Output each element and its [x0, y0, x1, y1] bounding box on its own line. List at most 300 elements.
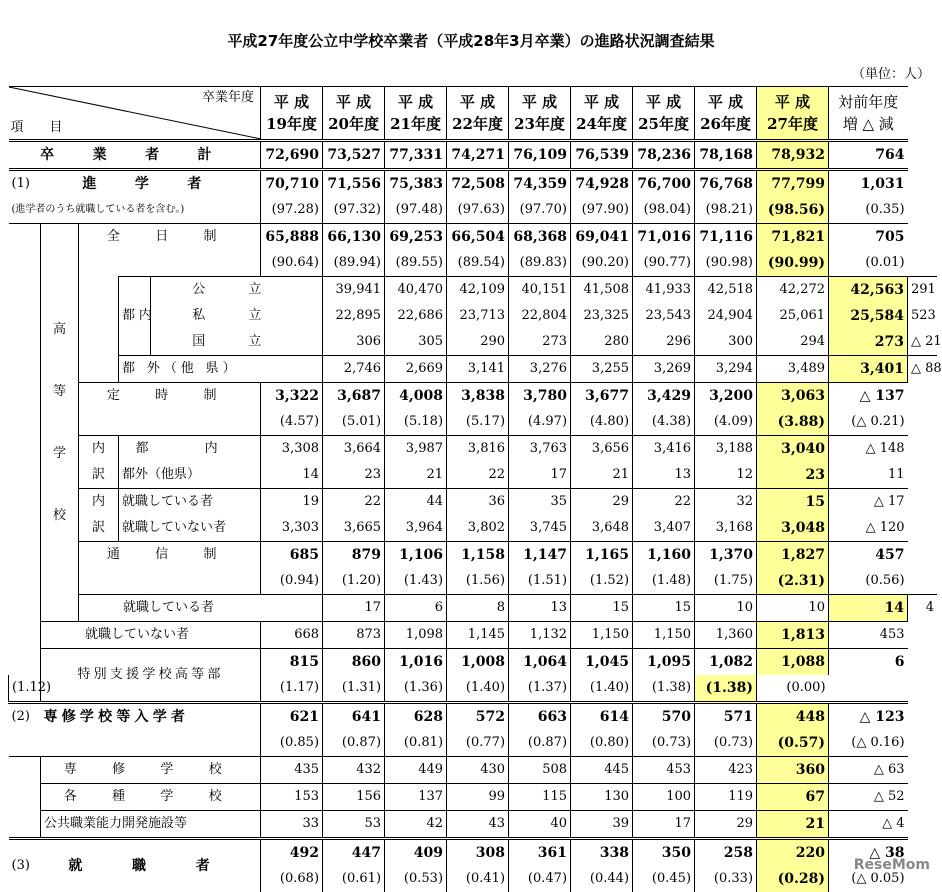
- year-header-line2: 27年度: [767, 115, 818, 133]
- teiji_shushoku-value-4: 35: [509, 489, 571, 516]
- tsushin-value-1: 879: [323, 542, 385, 569]
- tsushin-label: 通 信 制: [79, 542, 261, 569]
- tokubetsu-value-2: 1,016: [385, 649, 447, 676]
- tsushin_pct-value-0: (0.94): [261, 568, 323, 595]
- kakushu_gakko-value-7: 119: [695, 784, 757, 811]
- shingaku_pct-value-0: (97.28): [261, 197, 323, 224]
- senshu-value-3: 572: [447, 703, 509, 731]
- teiji_pct-value-2: (5.18): [385, 409, 447, 436]
- shingaku-pct-row: [9, 197, 938, 224]
- kokuritsu-value-4: 280: [571, 329, 633, 356]
- togai-value-1: 2,669: [385, 356, 447, 383]
- high-school-char: 学: [44, 441, 75, 467]
- year-header-0: [261, 87, 323, 141]
- teiji_pct-value-0: (4.57): [261, 409, 323, 436]
- tsushin_shushoku-value-1: 6: [385, 595, 447, 622]
- shiritsu-value-7: 25,061: [757, 303, 829, 329]
- year-header-line2: 20年度: [328, 115, 379, 133]
- kokuritsu-label: 国 立: [151, 329, 323, 356]
- kakushu_gakko-value-2: 137: [385, 784, 447, 811]
- tsushin-value-7: 1,370: [695, 542, 757, 569]
- teiji-value-1: 3,687: [323, 383, 385, 410]
- kokyo-value-6: 17: [633, 811, 695, 839]
- kokuritsu-value-5: 296: [633, 329, 695, 356]
- teiji-tonai-row: [9, 436, 938, 463]
- zennichi-value-4: 68,368: [509, 224, 571, 251]
- shiritsu-value-5: 23,543: [633, 303, 695, 329]
- year-header-line2: 25年度: [638, 115, 689, 133]
- togai-value-5: 3,269: [633, 356, 695, 383]
- tonai-label: 都内: [119, 277, 151, 356]
- total-value-5: 76,539: [571, 141, 633, 170]
- senshu_gakko-value-6: 453: [633, 757, 695, 784]
- year-header-line1: 平 成: [460, 93, 495, 111]
- shiritsu-value-4: 23,325: [571, 303, 633, 329]
- year-header-line1: 平 成: [775, 93, 810, 111]
- teiji-value-6: 3,429: [633, 383, 695, 410]
- shingaku-value-0: 70,710: [261, 170, 323, 198]
- teiji_shushoku-value-6: 22: [633, 489, 695, 516]
- tsushin-value-5: 1,165: [571, 542, 633, 569]
- total-value-2: 77,331: [385, 141, 447, 170]
- tsushin-row: [9, 542, 938, 569]
- teiji_mishushoku-value-1: 3,665: [323, 515, 385, 542]
- senshu_gakko-value-3: 430: [447, 757, 509, 784]
- zennichi_pct-value-8: (90.99): [757, 250, 829, 277]
- teiji_tonai-value-2: 3,987: [385, 436, 447, 463]
- uchiwake-char: 訳: [82, 515, 115, 541]
- tokubetsu-row: [9, 649, 938, 676]
- senshu_gakko-value-5: 445: [571, 757, 633, 784]
- senshu-value-7: 571: [695, 703, 757, 731]
- tsushin_mishushoku-value-4: 1,132: [509, 622, 571, 649]
- tokubetsu-value-7: 1,082: [695, 649, 757, 676]
- kokyo-row: [9, 811, 938, 839]
- kakushu_gakko-value-5: 130: [571, 784, 633, 811]
- tsushin-value-6: 1,160: [633, 542, 695, 569]
- year-header-line1: 平 成: [274, 93, 309, 111]
- zennichi_pct-value-3: (89.54): [447, 250, 509, 277]
- teiji_tonai-value-1: 3,664: [323, 436, 385, 463]
- teiji_shushoku-value-2: 44: [385, 489, 447, 516]
- zennichi_pct-value-4: (89.83): [509, 250, 571, 277]
- zennichi_pct-value-1: (89.94): [323, 250, 385, 277]
- teiji-pct-blank: [79, 409, 261, 436]
- year-label: 卒業年度: [202, 87, 254, 109]
- year-header-line2: 22年度: [452, 115, 503, 133]
- year-header-line2: 23年度: [514, 115, 565, 133]
- year-header-line2: 21年度: [390, 115, 441, 133]
- teiji_shushoku-value-7: 32: [695, 489, 757, 516]
- kokyo-value-9: △ 4: [829, 811, 908, 839]
- teiji_togai-value-8: 23: [757, 462, 829, 489]
- togai-value-4: 3,255: [571, 356, 633, 383]
- year-header-line2: 24年度: [576, 115, 627, 133]
- tsushin_pct-value-6: (1.48): [633, 568, 695, 595]
- year-header-line1: 平 成: [522, 93, 557, 111]
- shushoku-value-7: 258: [695, 839, 757, 867]
- koritsu-value-7: 42,272: [757, 277, 829, 304]
- togai-value-0: 2,746: [323, 356, 385, 383]
- tokubetsu_pct-value-7: (1.38): [633, 675, 695, 703]
- koritsu-label: 公 立: [151, 277, 323, 304]
- year-header-5: [571, 87, 633, 141]
- zennichi-pct-row: [9, 250, 938, 277]
- kokuritsu-value-2: 290: [447, 329, 509, 356]
- total-row: [9, 141, 938, 170]
- koritsu-value-5: 41,933: [633, 277, 695, 304]
- teiji-value-5: 3,677: [571, 383, 633, 410]
- tsushin_shushoku-value-3: 13: [509, 595, 571, 622]
- shushoku_pct-value-8: (0.28): [757, 866, 829, 892]
- kokuritsu-value-0: 306: [323, 329, 385, 356]
- shingaku-value-6: 76,700: [633, 170, 695, 198]
- senshu_pct-value-0: (0.85): [261, 730, 323, 757]
- senshu_gakko-value-0: 435: [261, 757, 323, 784]
- tokubetsu_pct-value-5: (1.37): [509, 675, 571, 703]
- shushoku-value-3: 308: [447, 839, 509, 867]
- kokyo-value-7: 29: [695, 811, 757, 839]
- shushoku-value-6: 350: [633, 839, 695, 867]
- zennichi-value-5: 69,041: [571, 224, 633, 251]
- kokyo-value-5: 39: [571, 811, 633, 839]
- shingaku_pct-value-9: (0.35): [829, 197, 908, 224]
- zennichi-value-0: 65,888: [261, 224, 323, 251]
- zennichi_pct-value-7: (90.98): [695, 250, 757, 277]
- kokuritsu-value-6: 300: [695, 329, 757, 356]
- teiji-shushoku-label: 就職している者: [119, 489, 261, 516]
- tsushin-shushoku-row: [9, 595, 938, 622]
- zennichi-value-7: 71,116: [695, 224, 757, 251]
- tsushin_shushoku-value-9: 4: [908, 595, 937, 622]
- teiji_mishushoku-value-2: 3,964: [385, 515, 447, 542]
- tokubetsu_pct-value-6: (1.40): [571, 675, 633, 703]
- senshu_gakko-value-9: △ 63: [829, 757, 908, 784]
- teiji_mishushoku-value-6: 3,407: [633, 515, 695, 542]
- teiji_shushoku-value-8: 15: [757, 489, 829, 516]
- kokyo-value-3: 43: [447, 811, 509, 839]
- shingaku_pct-value-8: (98.56): [757, 197, 829, 224]
- teiji_shushoku-value-5: 29: [571, 489, 633, 516]
- tokubetsu_pct-value-2: (1.31): [323, 675, 385, 703]
- tokubetsu-value-1: 860: [323, 649, 385, 676]
- diff-header-line1: 対前年度: [838, 93, 898, 111]
- zennichi_pct-value-0: (90.64): [261, 250, 323, 277]
- teiji-value-0: 3,322: [261, 383, 323, 410]
- tsushin-value-2: 1,106: [385, 542, 447, 569]
- shingaku_pct-value-4: (97.70): [509, 197, 571, 224]
- uchiwake-char: 内: [82, 436, 115, 462]
- zennichi-value-8: 71,821: [757, 224, 829, 251]
- teiji-label: 定 時 制: [79, 383, 261, 410]
- tsushin-value-9: 457: [829, 542, 908, 569]
- teiji_togai-value-5: 21: [571, 462, 633, 489]
- tsushin_pct-value-5: (1.52): [571, 568, 633, 595]
- year-header-line1: 平 成: [336, 93, 371, 111]
- shushoku-value-2: 409: [385, 839, 447, 867]
- tsushin-pct-row: [9, 568, 938, 595]
- tsushin_mishushoku-value-8: 1,813: [757, 622, 829, 649]
- shingaku-value-7: 76,768: [695, 170, 757, 198]
- teiji_shushoku-value-1: 22: [323, 489, 385, 516]
- tsushin-mishushoku-label: 就職していない者: [41, 622, 261, 649]
- teiji-mishushoku-row: [9, 515, 938, 542]
- shushoku-value-4: 361: [509, 839, 571, 867]
- senshu_pct-value-9: (△ 0.16): [829, 730, 908, 757]
- shingaku_pct-value-6: (98.04): [633, 197, 695, 224]
- zennichi_pct-value-2: (89.55): [385, 250, 447, 277]
- tsushin_shushoku-value-4: 15: [571, 595, 633, 622]
- tsushin-pct-blank: [79, 568, 261, 595]
- kakushu_gakko-value-8: 67: [757, 784, 829, 811]
- shushoku-value-9: △ 38: [829, 839, 908, 867]
- koritsu-value-6: 42,518: [695, 277, 757, 304]
- shingaku_pct-value-2: (97.48): [385, 197, 447, 224]
- high-school-char: 高: [44, 317, 75, 343]
- shingaku-value-3: 72,508: [447, 170, 509, 198]
- kokuritsu-value-7: 294: [757, 329, 829, 356]
- togai-label: 都 外（他 県）: [119, 356, 323, 383]
- total-value-9: 764: [829, 141, 908, 170]
- senshu_pct-value-4: (0.87): [509, 730, 571, 757]
- shingaku_pct-value-7: (98.21): [695, 197, 757, 224]
- teiji-shushoku-row: [9, 489, 938, 516]
- teiji_shushoku-value-9: △ 17: [829, 489, 908, 516]
- teiji_tonai-value-5: 3,656: [571, 436, 633, 463]
- tsushin-value-3: 1,158: [447, 542, 509, 569]
- shingaku_pct-value-3: (97.63): [447, 197, 509, 224]
- tsushin_pct-value-3: (1.56): [447, 568, 509, 595]
- teiji-value-9: △ 137: [829, 383, 908, 410]
- teiji_tonai-value-8: 3,040: [757, 436, 829, 463]
- teiji_tonai-value-3: 3,816: [447, 436, 509, 463]
- senshu_gakko-value-4: 508: [509, 757, 571, 784]
- kakushu-gakko-label: 各 種 学 校: [41, 784, 261, 811]
- senshu_pct-value-6: (0.73): [633, 730, 695, 757]
- year-header-1: [323, 87, 385, 141]
- senshu-gakko-label: 専 修 学 校: [41, 757, 261, 784]
- teiji_pct-value-5: (4.80): [571, 409, 633, 436]
- tsushin_shushoku-value-2: 8: [447, 595, 509, 622]
- senshu-gakko-row: [9, 757, 938, 784]
- tsushin_mishushoku-value-2: 1,098: [385, 622, 447, 649]
- kokuritsu-value-3: 273: [509, 329, 571, 356]
- tokubetsu_pct-value-4: (1.40): [447, 675, 509, 703]
- total-value-1: 73,527: [323, 141, 385, 170]
- uchiwake-label-1: [79, 436, 119, 489]
- kakushu_gakko-value-6: 100: [633, 784, 695, 811]
- total-value-0: 72,690: [261, 141, 323, 170]
- koritsu-row: [9, 277, 938, 304]
- uchiwake-char: 内: [82, 489, 115, 515]
- senshu-value-4: 663: [509, 703, 571, 731]
- kokyo-value-2: 42: [385, 811, 447, 839]
- shiritsu-value-0: 22,895: [323, 303, 385, 329]
- tsushin_mishushoku-value-7: 1,360: [695, 622, 757, 649]
- tsushin_shushoku-value-7: 10: [757, 595, 829, 622]
- tsushin_mishushoku-value-3: 1,145: [447, 622, 509, 649]
- high-school-char: 校: [44, 503, 75, 529]
- year-header-line1: 平 成: [398, 93, 433, 111]
- zennichi-indent: [79, 277, 119, 383]
- kokuritsu-value-1: 305: [385, 329, 447, 356]
- zennichi-value-3: 66,504: [447, 224, 509, 251]
- year-header-line1: 平 成: [708, 93, 743, 111]
- koritsu-value-4: 41,508: [571, 277, 633, 304]
- shingaku-num: (1): [9, 170, 41, 198]
- watermark-logo: ReseMom: [854, 857, 930, 873]
- teiji_togai-value-0: 14: [261, 462, 323, 489]
- teiji_pct-value-4: (4.97): [509, 409, 571, 436]
- koritsu-value-1: 40,470: [385, 277, 447, 304]
- tsushin_shushoku-value-5: 15: [633, 595, 695, 622]
- koritsu-value-3: 40,151: [509, 277, 571, 304]
- zennichi-label: 全 日 制: [79, 224, 261, 251]
- uchiwake-label-2: [79, 489, 119, 542]
- zennichi_pct-value-6: (90.77): [633, 250, 695, 277]
- kokyo-value-8: 21: [757, 811, 829, 839]
- teiji_tonai-value-6: 3,416: [633, 436, 695, 463]
- kokyo-value-1: 53: [323, 811, 385, 839]
- teiji_shushoku-value-0: 19: [261, 489, 323, 516]
- koritsu-value-2: 42,109: [447, 277, 509, 304]
- teiji_mishushoku-value-8: 3,048: [757, 515, 829, 542]
- teiji_togai-value-9: 11: [829, 462, 908, 489]
- senshu_gakko-value-2: 449: [385, 757, 447, 784]
- teiji-value-8: 3,063: [757, 383, 829, 410]
- teiji-value-4: 3,780: [509, 383, 571, 410]
- shingaku_pct-value-1: (97.32): [323, 197, 385, 224]
- togai-value-8: 3,401: [829, 356, 908, 383]
- zennichi-value-9: 705: [829, 224, 908, 251]
- tsushin-value-4: 1,147: [509, 542, 571, 569]
- teiji_mishushoku-value-0: 3,303: [261, 515, 323, 542]
- teiji_togai-value-3: 22: [447, 462, 509, 489]
- kokyo-label: 公共職業能力開発施設等: [41, 811, 261, 839]
- shushoku_pct-value-0: (0.68): [261, 866, 323, 892]
- uchiwake-char: 訳: [82, 462, 115, 488]
- kokyo-value-4: 40: [509, 811, 571, 839]
- tsushin-value-8: 1,827: [757, 542, 829, 569]
- kakushu_gakko-value-4: 115: [509, 784, 571, 811]
- teiji_pct-value-8: (3.88): [757, 409, 829, 436]
- togai-value-7: 3,489: [757, 356, 829, 383]
- shingaku_pct-value-5: (97.90): [571, 197, 633, 224]
- tsushin_pct-value-1: (1.20): [323, 568, 385, 595]
- total-value-6: 78,236: [633, 141, 695, 170]
- zennichi_pct-value-5: (90.20): [571, 250, 633, 277]
- senshu-label: 専修学校等入学者: [41, 703, 261, 731]
- kokyo-value-0: 33: [261, 811, 323, 839]
- year-header-line1: 平 成: [646, 93, 681, 111]
- teiji_tonai-value-9: △ 148: [829, 436, 908, 463]
- shushoku-value-8: 220: [757, 839, 829, 867]
- senshu-pct-row: [9, 730, 938, 757]
- tokubetsu-value-9: 6: [829, 649, 908, 676]
- teiji-row: [9, 383, 938, 410]
- teiji_togai-value-6: 13: [633, 462, 695, 489]
- tsushin_mishushoku-value-9: 453: [829, 622, 908, 649]
- senshu_pct-value-8: (0.57): [757, 730, 829, 757]
- senshu-value-8: 448: [757, 703, 829, 731]
- zennichi-value-2: 69,253: [385, 224, 447, 251]
- high-school-vertical-label: [41, 224, 79, 622]
- tokubetsu_pct-value-8: (1.38): [695, 675, 757, 703]
- shiritsu-value-8: 25,584: [829, 303, 908, 329]
- tokubetsu_pct-value-0: (1.12): [9, 675, 41, 703]
- total-value-7: 78,168: [695, 141, 757, 170]
- senshu-indent: [9, 757, 41, 839]
- tsushin_mishushoku-value-6: 1,150: [633, 622, 695, 649]
- shiritsu-value-9: 523: [908, 303, 937, 329]
- shushoku_pct-value-1: (0.61): [323, 866, 385, 892]
- kokuritsu-value-8: 273: [829, 329, 908, 356]
- kakushu_gakko-value-9: △ 52: [829, 784, 908, 811]
- shingaku-value-2: 75,383: [385, 170, 447, 198]
- kakushu_gakko-value-3: 99: [447, 784, 509, 811]
- senshu-num: (2): [9, 703, 41, 731]
- shingaku-pct-label: (進学者のうち就職している者を含む。): [9, 197, 261, 224]
- teiji_mishushoku-value-9: △ 120: [829, 515, 908, 542]
- teiji_mishushoku-value-7: 3,168: [695, 515, 757, 542]
- tokubetsu-value-6: 1,095: [633, 649, 695, 676]
- item-label: 項 目: [11, 117, 63, 139]
- tsushin_pct-value-7: (1.75): [695, 568, 757, 595]
- tsushin_pct-value-8: (2.31): [757, 568, 829, 595]
- total-label: 卒 業 者 計: [9, 141, 261, 170]
- teiji_tonai-value-0: 3,308: [261, 436, 323, 463]
- togai-value-6: 3,294: [695, 356, 757, 383]
- senshu-value-0: 621: [261, 703, 323, 731]
- teiji-togai-row: [9, 462, 938, 489]
- tokubetsu-value-4: 1,064: [509, 649, 571, 676]
- senshu-pct-blank: [9, 730, 261, 757]
- senshu_pct-value-1: (0.87): [323, 730, 385, 757]
- shiritsu-value-3: 22,804: [509, 303, 571, 329]
- year-header-line2: 19年度: [266, 115, 317, 133]
- shushoku-value-0: 492: [261, 839, 323, 867]
- shingaku-value-8: 77,799: [757, 170, 829, 198]
- tsushin_pct-value-9: (0.56): [829, 568, 908, 595]
- togai-value-9: △ 88: [908, 356, 937, 383]
- shushoku-value-5: 338: [571, 839, 633, 867]
- togai-value-3: 3,276: [509, 356, 571, 383]
- shushoku_pct-value-4: (0.47): [509, 866, 571, 892]
- teiji-togai-label: 都外（他県）: [119, 462, 261, 489]
- year-header-line1: 平 成: [584, 93, 619, 111]
- teiji_tonai-value-7: 3,188: [695, 436, 757, 463]
- teiji_mishushoku-value-3: 3,802: [447, 515, 509, 542]
- senshu_pct-value-5: (0.80): [571, 730, 633, 757]
- tokubetsu_pct-value-1: (1.17): [261, 675, 323, 703]
- teiji_mishushoku-value-4: 3,745: [509, 515, 571, 542]
- shingaku-value-9: 1,031: [829, 170, 908, 198]
- senshu_pct-value-3: (0.77): [447, 730, 509, 757]
- zennichi_pct-value-9: (0.01): [829, 250, 908, 277]
- shushoku_pct-value-7: (0.33): [695, 866, 757, 892]
- total-value-3: 74,271: [447, 141, 509, 170]
- teiji_pct-value-9: (△ 0.21): [829, 409, 908, 436]
- senshu_pct-value-7: (0.73): [695, 730, 757, 757]
- tsushin-value-0: 685: [261, 542, 323, 569]
- tokubetsu_pct-value-9: (0.00): [757, 675, 829, 703]
- high-school-char: 等: [44, 379, 75, 405]
- senshu_gakko-value-7: 423: [695, 757, 757, 784]
- teiji-value-2: 4,008: [385, 383, 447, 410]
- results-table: [8, 86, 937, 892]
- tsushin-mishushoku-row: [9, 622, 938, 649]
- kakushu_gakko-value-1: 156: [323, 784, 385, 811]
